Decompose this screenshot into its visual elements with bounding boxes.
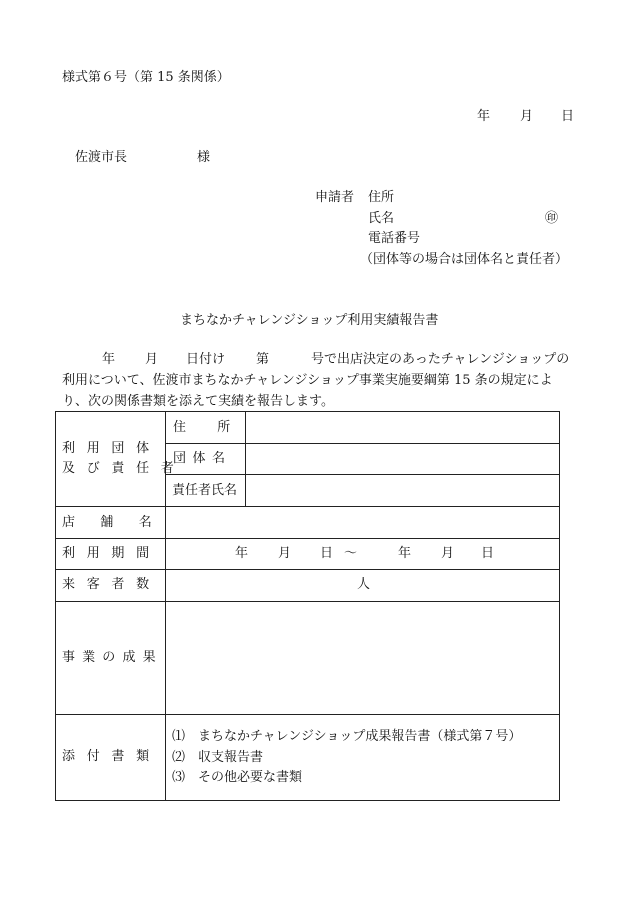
store-value-field[interactable]	[166, 507, 558, 537]
body-line2: 利用について、佐渡市まちなかチャレンジショップ事業実施要綱第 15 条の規定によ	[62, 373, 553, 388]
attachments-label: 添付書類	[62, 749, 161, 764]
document-title: まちなかチャレンジショップ利用実績報告書	[180, 313, 439, 328]
form-number: 様式第６号（第 15 条関係）	[62, 70, 230, 85]
address-value-field[interactable]	[246, 413, 558, 442]
visitors-label: 来客者数	[62, 577, 161, 592]
period-end-month: 月	[441, 546, 455, 561]
period-start-year: 年	[235, 546, 249, 561]
visitors-unit: 人	[357, 577, 371, 592]
row-divider	[56, 714, 559, 715]
results-value-field[interactable]	[166, 602, 558, 713]
date-month: 月	[520, 109, 534, 124]
body-line3: り、次の関係書類を添えて実績を報告します。	[62, 394, 334, 409]
address-label-text: 住所	[173, 420, 262, 435]
applicant-name-label: 氏名	[368, 211, 395, 226]
results-label: 事業の成果	[62, 650, 163, 665]
attachment-item: ⑴ まちなかチャレンジショップ成果報告書（様式第７号）	[172, 729, 522, 744]
group-name-label: 団体名	[173, 451, 232, 466]
row-divider	[56, 569, 559, 570]
applicant-phone-label: 電話番号	[368, 231, 421, 246]
seal-mark: ㊞	[545, 211, 559, 226]
row-divider	[56, 538, 559, 539]
body-day-suffix: 日付け	[186, 352, 226, 367]
addressee-honorific: 様	[197, 150, 211, 165]
responsible-name-value-field[interactable]	[246, 475, 558, 505]
period-start-month: 月	[278, 546, 292, 561]
period-start-day: 日	[320, 546, 334, 561]
attachment-item: ⑵ 収支報告書	[172, 750, 264, 765]
period-end-year: 年	[398, 546, 412, 561]
body-month: 月	[145, 352, 159, 367]
store-label: 店舗名	[62, 515, 178, 530]
group-label-line1: 利用団体	[62, 441, 161, 456]
period-label: 利用期間	[62, 546, 161, 561]
addressee-name: 佐渡市長	[75, 150, 128, 165]
date-year: 年	[477, 109, 491, 124]
attachment-item: ⑶ その他必要な書類	[172, 770, 303, 785]
applicant-label: 申請者	[315, 190, 355, 205]
responsible-name-label: 責任者氏名	[172, 483, 238, 498]
applicant-note: （団体等の場合は団体名と責任者）	[360, 252, 569, 267]
body-number-prefix: 第	[256, 352, 270, 367]
date-day: 日	[561, 109, 575, 124]
group-label-line2: 及び責任者	[62, 461, 186, 476]
applicant-address-label: 住所	[368, 190, 395, 205]
report-table	[55, 411, 560, 801]
period-end-day: 日	[481, 546, 495, 561]
period-tilde: ～	[344, 546, 358, 561]
body-year: 年	[102, 352, 116, 367]
group-name-value-field[interactable]	[246, 444, 558, 473]
body-line1-rest: 号で出店決定のあったチャレンジショップの	[311, 352, 570, 367]
